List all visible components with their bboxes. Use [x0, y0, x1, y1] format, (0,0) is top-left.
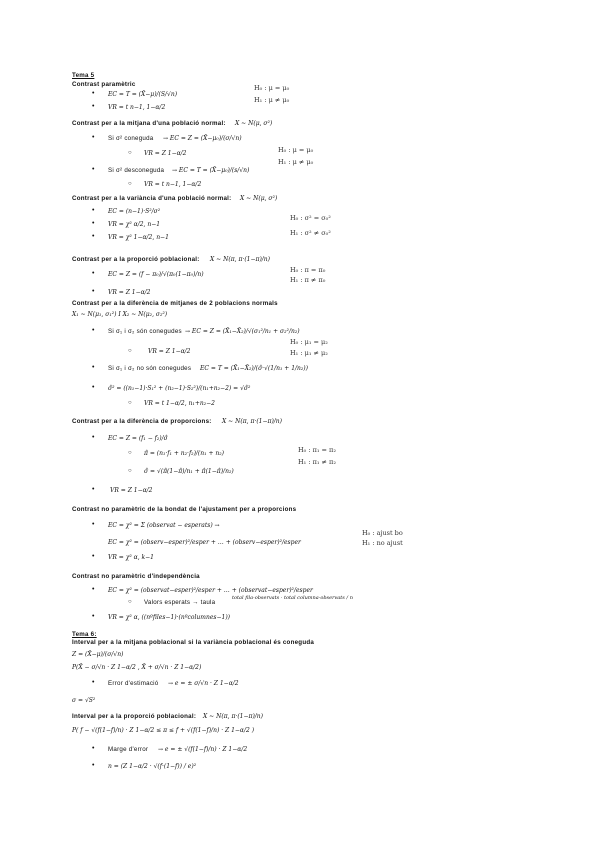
s7-h0: H₀ : ajust bo	[362, 529, 403, 537]
sub-bullet: ○	[128, 468, 132, 474]
bullet: •	[92, 207, 95, 214]
bullet: •	[92, 486, 95, 493]
bullet: •	[92, 233, 95, 240]
bullet: •	[92, 103, 95, 110]
tema5-title: Tema 5	[72, 72, 95, 79]
s8-vals-formula: total fila·observats · total columna·observats / n	[232, 595, 353, 601]
s2-unknown-vr: VR = t n−1, 1−α/2	[144, 181, 202, 188]
t6-s2-dist: X ~ N(π, π·(1−π)/n)	[203, 713, 264, 720]
s2-dist: X ~ N(μ, σ²)	[235, 120, 273, 127]
s3-h1: H₁ : σ² ≠ σ₀²	[290, 229, 331, 237]
bullet: •	[92, 679, 95, 686]
bullet: •	[92, 134, 95, 141]
bullet: •	[92, 288, 95, 295]
s3-heading: Contrast per a la variància d'una població normal:	[72, 195, 232, 202]
t6-marge-label: Marge d'error	[108, 746, 149, 753]
s2-known-ec: → EC = Z = (X̄−μ₀)/(σ/√n)	[163, 135, 242, 142]
sub-bullet: ○	[128, 348, 132, 354]
sub-bullet: ○	[128, 181, 132, 187]
t6-s1-p: P(X̄ − σ/√n · Z 1−α/2 , X̄ + σ/√n · Z 1−α/2)	[72, 664, 202, 671]
s5-h0: H₀ : μ₁ = μ₂	[290, 338, 328, 346]
bullet: •	[92, 745, 95, 752]
tema6-title: Tema 6:	[72, 631, 97, 638]
s1-h0: H₀ : μ = μ₀	[254, 84, 290, 92]
bullet: •	[92, 553, 95, 560]
s1-vr: VR = t n−1, 1−α/2	[108, 104, 166, 111]
s6-sigma: σ̂ = √(π̂(1−π̂)/n₁ + π̂(1−π̂)/n₂)	[144, 468, 234, 475]
s4-h1: H₁ : π ≠ π₀	[290, 276, 326, 284]
t6-s2-heading: Interval per a la proporció poblacional:	[72, 713, 197, 720]
bullet: •	[92, 327, 95, 334]
bullet: •	[92, 613, 95, 620]
t6-s1-z: Z = (X̄−μ)/(σ/√n)	[72, 651, 124, 658]
bullet: •	[92, 384, 95, 391]
s2-h1: H₁ : μ ≠ μ₀	[278, 158, 314, 166]
s6-h1: H₁ : π₁ ≠ π₂	[298, 458, 336, 466]
t6-err: → e = ± σ/√n · Z 1−α/2	[168, 680, 239, 687]
s2-h0: H₀ : μ = μ₀	[278, 146, 314, 154]
s1-heading: Contrast paramètric	[72, 81, 136, 88]
s3-h0: H₀ : σ² = σ₀²	[290, 214, 331, 222]
s6-dist: X ~ N(π, π·(1−π)/n)	[222, 418, 283, 425]
s7-vr: VR = χ² α, k−1	[108, 554, 154, 561]
s8-heading: Contrast no paramètric d'independència	[72, 573, 200, 580]
bullet: •	[92, 90, 95, 97]
bullet: •	[92, 220, 95, 227]
bullet: •	[92, 364, 95, 371]
s5-known-ec: → EC = Z = (X̄₁−X̄₂)/√(σ₁²/n₁ + σ₂²/n₂)	[185, 328, 300, 335]
s2-known-label: Si σ² coneguda	[108, 135, 154, 142]
t6-err-label: Error d'estimació	[108, 680, 159, 687]
s8-vr: VR = χ² α, ((nºfiles−1)·(nºcolumnes−1))	[108, 614, 231, 621]
s5-pooled: σ̂² = ((n₁−1)·S₁² + (n₂−1)·S₂²)/(n₁+n₂−2) = √σ̂²	[108, 385, 251, 392]
t6-s1-heading: Interval per a la mitjana poblacional si la variància poblacional és coneguda	[72, 639, 315, 646]
s8-vals-label: Valors esperats → taula	[144, 599, 216, 606]
s5-known-vr: VR = Z 1−α/2	[148, 348, 191, 355]
s3-vr1: VR = χ² α/2, n−1	[108, 221, 161, 228]
t6-marge: → e = ± √(f(1−f)/n) · Z 1−α/2	[158, 746, 248, 753]
sub-bullet: ○	[128, 400, 132, 406]
bullet: •	[92, 586, 95, 593]
s6-h0: H₀ : π₁ = π₂	[298, 446, 336, 454]
bullet: •	[92, 434, 95, 441]
t6-s2-p: P( f − √(f(1−f)/n) · Z 1−α/2 ≤ π ≤ f + √(f(1−f)/n) · Z 1−α/2 )	[72, 727, 255, 734]
bullet: •	[92, 762, 95, 769]
s5-h1: H₁ : μ₁ ≠ μ₂	[290, 349, 328, 357]
s1-ec: EC = T = (X̄−μ)/(S/√n)	[108, 91, 178, 98]
s2-unknown-label: Si σ² desconeguda	[108, 167, 165, 174]
s6-vr: VR = Z 1−α/2	[110, 487, 153, 494]
s5-known-label: Si σ₁ i σ₂ són conegudes	[108, 328, 182, 335]
s5-unknown-label: Si σ₁ i σ₂ no són conegudes	[108, 365, 192, 372]
bullet: •	[92, 270, 95, 277]
s7-ec2: EC = χ² = (observ−esper)²/esper + … + (observ−esper)²/esper	[108, 539, 301, 546]
s5-unknown-vr: VR = t 1−α/2, n₁+n₂−2	[144, 400, 215, 407]
bullet: •	[92, 166, 95, 173]
t6-s1-sigma: σ = √S²	[72, 697, 96, 704]
s1-h1: H₁ : μ ≠ μ₀	[254, 96, 290, 104]
s2-heading: Contrast per a la mitjana d'una població normal:	[72, 120, 226, 127]
s5-dist: X₁ ~ N(μ₁, σ₁²) I X₂ ~ N(μ₂, σ₂²)	[72, 311, 168, 318]
s4-vr: VR = Z 1−α/2	[108, 289, 151, 296]
t6-n: n = (Z 1−α/2 · √(f·(1−f)) / e)²	[108, 763, 197, 770]
s5-unknown-ec: EC = T = (X̄₁−X̄₂)/(σ̂·√(1/n₁ + 1/n₂))	[200, 365, 308, 372]
s7-ec: EC = χ² = Σ (observat − esperats) →	[108, 522, 220, 529]
s4-heading: Contrast per a la proporció poblacional:	[72, 256, 200, 263]
s3-ec: EC = (n−1)·S²/σ²	[108, 208, 161, 215]
s6-heading: Contrast per a la diferència de proporcions:	[72, 418, 212, 425]
s3-dist: X ~ N(μ, σ²)	[240, 195, 278, 202]
s4-dist: X ~ N(π, π·(1−π)/n)	[210, 256, 271, 263]
bullet: •	[92, 521, 95, 528]
s7-h1: H₁ : no ajust	[362, 539, 403, 547]
s3-vr2: VR = χ² 1−α/2, n−1	[108, 234, 169, 241]
s8-ec: EC = χ² = (observat−esper)²/esper + … + (observat−esper)²/esper	[108, 587, 313, 594]
s4-ec: EC = Z = (f − π₀)/√(π₀(1−π₀)/n)	[108, 271, 204, 278]
sub-bullet: ○	[128, 599, 132, 605]
s2-known-vr: VR = Z 1−α/2	[144, 150, 187, 157]
s4-h0: H₀ : π = π₀	[290, 266, 326, 274]
s5-heading: Contrast per a la diferència de mitjanes de 2 poblacions normals	[72, 300, 278, 307]
s6-ec: EC = Z = (f₁ − f₂)/σ̂	[108, 435, 168, 442]
s7-heading: Contrast no paramètric de la bondat de l'ajustament per a proporcions	[72, 506, 297, 513]
s2-unknown-ec: → EC = T = (X̄−μ₀)/(s/√n)	[172, 167, 250, 174]
s6-pi: π̂ = (n₁·f₁ + n₂·f₂)/(n₁ + n₂)	[144, 450, 224, 457]
sub-bullet: ○	[128, 450, 132, 456]
sub-bullet: ○	[128, 150, 132, 156]
